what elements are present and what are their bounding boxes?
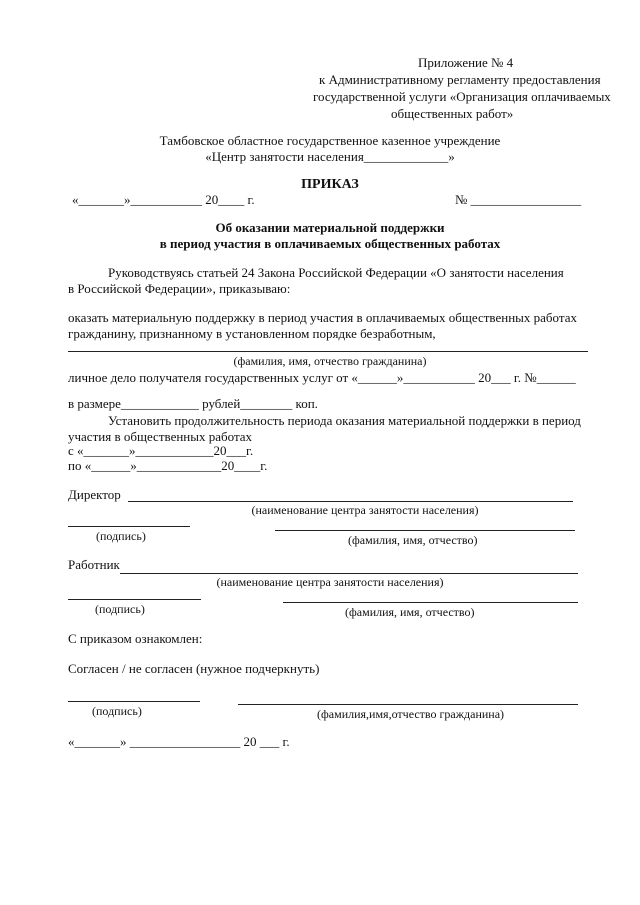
director-center-line: [128, 501, 573, 502]
director-center-caption: (наименование центра занятости населения): [251, 503, 479, 517]
order-line-1: оказать материальную поддержку в период участия в оплачиваемых общественных работах: [68, 310, 577, 325]
citizen-signature-caption: (подпись): [92, 704, 142, 718]
worker-signature-line: [68, 599, 201, 600]
basis-line-1: Руководствуясь статьей 24 Закона Российской Федерации «О занятости населения: [108, 265, 564, 280]
worker-label: Работник: [68, 557, 120, 572]
order-line-2: гражданину, признанному в установленном порядке безработным,: [68, 326, 436, 341]
period-from: с «_______»____________20___г.: [68, 443, 254, 458]
citizen-name-caption: (фамилия,имя,отчество гражданина): [317, 707, 505, 721]
worker-signature-caption: (подпись): [95, 602, 145, 616]
citizen-full-name-line: [238, 704, 578, 705]
subject-line-2: в период участия в оплачиваемых общественных работах: [159, 236, 501, 251]
institution-line-2: «Центр занятости населения_____________»: [205, 149, 455, 164]
appendix-line-4: общественных работ»: [391, 106, 514, 121]
amount-line: в размере____________ рублей________ коп.: [68, 396, 318, 411]
director-label: Директор: [68, 487, 121, 502]
citizen-signature-line: [68, 701, 200, 702]
order-number: № _________________: [455, 192, 582, 207]
period-to: по «______»_____________20____г.: [68, 458, 268, 473]
director-signature-caption: (подпись): [96, 529, 146, 543]
director-name-line: [275, 530, 575, 531]
appendix-line-3: государственной услуги «Организация оплачиваемых: [313, 89, 611, 104]
worker-name-caption: (фамилия, имя, отчество): [345, 605, 475, 619]
document-title: ПРИКАЗ: [301, 177, 359, 192]
worker-center-line: [120, 573, 578, 574]
citizen-name-caption: (фамилия, имя, отчество гражданина): [233, 354, 427, 368]
period-line-2: участия в общественных работах: [68, 429, 253, 444]
agreement-label: Согласен / не согласен (нужное подчеркнуть): [68, 661, 320, 676]
worker-center-caption: (наименование центра занятости населения): [216, 575, 444, 589]
order-date: «_______»___________ 20____ г.: [72, 192, 255, 207]
basis-line-2: в Российской Федерации», приказываю:: [68, 281, 291, 296]
appendix-line-1: Приложение № 4: [418, 55, 514, 70]
acquainted-label: С приказом ознакомлен:: [68, 631, 203, 646]
institution-line-1: Тамбовское областное государственное казенное учреждение: [159, 133, 501, 148]
worker-name-line: [283, 602, 578, 603]
period-line-1: Установить продолжительность периода оказания материальной поддержки в период: [108, 413, 581, 428]
subject-line-1: Об оказании материальной поддержки: [215, 220, 445, 235]
final-date: «_______» _________________ 20 ___ г.: [68, 734, 290, 749]
case-file-line: личное дело получателя государственных услуг от «______»___________ 20___ г. №______: [68, 370, 576, 385]
director-name-caption: (фамилия, имя, отчество): [348, 533, 478, 547]
citizen-name-line: [68, 351, 588, 352]
appendix-line-2: к Административному регламенту предоставления: [319, 72, 601, 87]
director-signature-line: [68, 526, 190, 527]
